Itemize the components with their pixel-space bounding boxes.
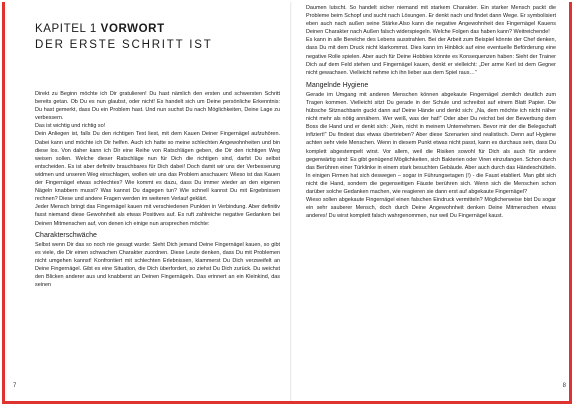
paragraph: Daumen lutscht. So handelt sicher niemand mit starkem Charakter. Ein starker Mensch packt die Probleme beim Schopf und sucht nach Lösungen. Er denkt nach und findet dann Wege. Er symbolisiert eben auch nach außen seine Stärke.Also kann die negative Angewohnheit des Fingernägel Kauens Deinen Charakter nach Außen falsch widerspiegeln. Welche Folgen das haben kann? Weitreichende! <box>306 5 556 36</box>
chapter-heading <box>35 22 280 36</box>
section-heading: Mangelnde Hygiene <box>306 81 369 89</box>
paragraph: Es kann in alle Bereiche des Lebens ausstrahlen. Bei der Arbeit zum Beispiel könnte der Chef denken, dass Du mit dem Druck nicht klarkommst. Dies kann im Hinblick auf eine eventuelle Beförderung eine negative Rolle spielen. Aber auch für Deine Hobbies könnte es Konsequenzen haben: Sieht der Trainer Dich auf dem Feld stehen und Fingernägel kauen, denkt er vielleicht: „Der arme Kerl ist dem Gegner nicht gewachsen. Vielleicht nehme ich ihn lieber aus dem Spiel raus…“ <box>306 37 556 76</box>
chapter-title: DER ERSTE SCHRITT IST <box>35 39 213 51</box>
paragraph: Direkt zu Beginn möchte ich Dir gratulieren! Du hast nämlich den ersten und schwersten Schritt bereits getan. Ob Du es nun glaubst, oder nicht! Es handelt sich um Deine persönliche Erkenntnis: Du hast gemerkt, dass Du ein Problem hast. Und nun suchst Du nach Möglichkeiten, Deine Lage zu verbessern. <box>35 91 280 122</box>
page-number: 7 <box>13 383 17 389</box>
right-page <box>292 2 572 401</box>
page-number: 8 <box>562 383 566 389</box>
paragraph: Dein Anliegen ist, falls Du den richtigen Text liest, mit dem Kauen Deiner Fingernägel aufzuhören. Dabei kann und möchte ich Dir helfen. Auch ich hatte so meine schlechten Angewohnheiten und bin diese los. Von daher kann ich Dir eine Reihe von Ratschlägen geben, die Dir den richtigen Weg weisen sollen. Welche dieser Ratschläge nun für Dich die richtigen sind, darfst Du selbst entscheiden. Es ist aber definitiv brauchbares für Dich dabei! Doch damit wir uns der Verbesserung widmen und unseren Weg einschlagen, wollen wir uns das Problem anschauen: Wieso ist das Kauen der Fingernägel etwas schlechtes? Wie kommt es dazu, dass Du immer wieder an den eigenen Nägeln knabbern musst? Was kannst Du dagegen tun? Wie schnell kannst Du mit Ergebnissen rechnen? Diese und andere Fragen werden im weiteren Verlauf geklärt. <box>35 131 280 203</box>
book-spread <box>2 2 572 404</box>
chapter-label: KAPITEL 1 <box>35 23 97 35</box>
left-page <box>5 2 292 401</box>
paragraph: Selbst wenn Dir das so noch nie gesagt wurde: Sieht Dich jemand Deine Fingernägel kauen, so gibt es viele, die Dir einen schwachen Charakter zuordnen. Diese Leute denken, dass Du mit Problemen nicht umgehen kannst! Konfrontiert mit schlechten Erlebnissen, klammerst Du Dich verzweifelt an Deine Fingernägel. Gibt es eine Situation, die Dich überfordert, so ziehst Du Dich zurück. Du weichst den Blicken anderer aus und knabberst an Deinen Fingernägeln. Das erinnert an ein Kleinkind, das seinen <box>35 241 280 289</box>
section-heading: Charakterschwäche <box>35 231 97 239</box>
paragraph: Jeder Mensch bringt das Fingernägel kauen mit verschiedenen Punkten in Verbindung. Aber definitiv fasst niemand diese Gewohnheit als etwas Positives auf. Es ruft zahlreiche negative Gedanken bei Deinen Mitmenschen auf, von denen ich einige nun ansprechen möchte: <box>35 204 280 227</box>
left-body-text <box>35 90 280 289</box>
paragraph: Wieso sollen abgekaute Fingernägel einen falschen Eindruck vermitteln? Möglicherweise bist Du sogar ein sehr sauberer Mensch, doch durch Deine Angewohnheit denken Deine Mitmenschen etwas anderes! Du wirst komplett falsch wahrgenommen, nur weil Du Fingernägel kaust. <box>306 197 556 220</box>
chapter-name: VORWORT <box>100 23 165 35</box>
paragraph: Das ist wichtig und richtig so! <box>35 123 106 130</box>
right-body-text <box>306 4 556 220</box>
paragraph: Gerade im Umgang mit anderen Menschen können abgekaute Fingernägel ziemlich deutlich zum Tragen kommen. Vielleicht sitzt Du gerade in der Schule und schreibst auf einem Blatt Papier. Die hübsche Sitznachbarin guckt dann auf Deine Hände und denkt sich: „Na, dem möchte ich nicht näher nicht mehr als nötig annähern. Wer weiß, was der hat!“ Oder aber Du reichst bei der Bewerbung dem Boss die Hand und er denkt sich: „Nein, nicht in meinem Unternehmen. Bevor mir der die Belegschaft infiziert!“ Du findest das etwas übertrieben? Aber diese Szenarien sind realistisch. Denn auf Hygiene achten sehr viele Menschen. Wenn in diesem Punkt etwas nicht passt, kann es durchaus sein, dass Du komplett abgestempelt wirst. Vor allem, weil die Risiken sowohl für Dich als auch für andere gegenwärtig sind: Es gibt genügend Möglichkeiten, sich Bakterien oder Viren einzufangen. Schon durch das Berühren einer Türklinke in einem stark besuchten Gebäude. Aber auch durch das Händeschütteln. In einigen Firmen hat sich deswegen – sogar in Führungsetagen (!) - die Faust etabliert. Man gibt sich nicht die Hand, sondern die gegenseitigen Fäuste berühren sich. Wenn sich die Menschen schon darüber solche Gedanken machen, wie reagieren sie dann erst auf abgekaute Fingernägel? <box>306 91 556 195</box>
